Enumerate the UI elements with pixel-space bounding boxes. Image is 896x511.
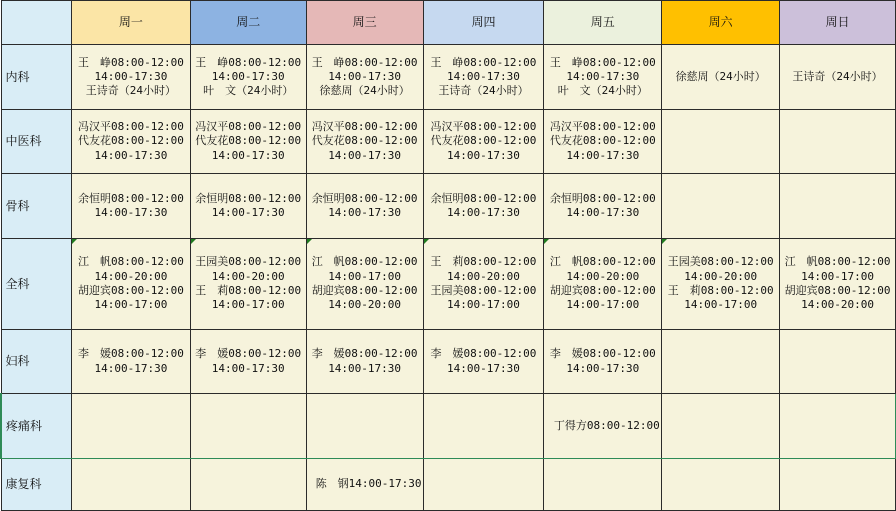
shift-line: 冯汉平08:00-12:00 (430, 120, 537, 134)
shift-line: 14:00-20:00 (801, 298, 874, 312)
shift-line: 14:00-20:00 (684, 269, 758, 283)
shift-line: 14:00-17:30 (328, 148, 402, 162)
shift-line: 陈 钢14:00-17:30 (315, 477, 422, 491)
shift-line: 14:00-20:00 (328, 298, 402, 312)
shift-cell-sat[interactable] (662, 459, 780, 511)
shift-cell-wed[interactable] (306, 330, 423, 394)
shift-line: 王 峥08:00-12:00 (77, 55, 184, 69)
dept-row-general (1, 239, 896, 330)
shift-line: 14:00-17:30 (94, 206, 168, 219)
shift-cell-wed[interactable] (306, 459, 423, 511)
shift-line: 14:00-17:00 (94, 298, 168, 312)
shift-line: 14:00-17:30 (447, 361, 520, 375)
shift-line: 叶 文（24小时） (557, 84, 648, 98)
shift-line: 14:00-17:30 (447, 148, 520, 162)
shift-cell-sun[interactable] (780, 330, 896, 394)
schedule-body (1, 1, 896, 511)
dept-row-gyn (1, 330, 896, 394)
shift-line: 14:00-17:00 (684, 298, 758, 312)
shift-line: 余恒明08:00-12:00 (430, 191, 537, 205)
shift-line: 14:00-17:30 (447, 69, 520, 83)
shift-cell-thu[interactable] (423, 394, 544, 459)
shift-line: 14:00-20:00 (566, 269, 640, 283)
shift-cell-tue[interactable] (190, 459, 306, 511)
shift-cell-tue[interactable] (190, 110, 306, 174)
dept-name[interactable]: 妇科 (1, 330, 72, 394)
shift-cell-tue[interactable] (190, 394, 306, 459)
dept-name[interactable]: 中医科 (1, 110, 72, 174)
shift-cell-wed[interactable] (306, 45, 423, 110)
shift-cell-mon[interactable] (72, 459, 191, 511)
dept-name[interactable]: 康复科 (1, 459, 72, 511)
shift-cell-fri[interactable] (544, 394, 662, 459)
shift-cell-mon[interactable] (72, 394, 191, 459)
shift-line: 胡迎宾08:00-12:00 (784, 284, 891, 297)
shift-line: 14:00-17:30 (328, 206, 402, 219)
shift-cell-thu[interactable] (423, 330, 544, 394)
shift-cell-wed[interactable] (306, 394, 423, 459)
day-header-fri[interactable]: 周五 (544, 1, 662, 45)
dept-name[interactable]: 内科 (1, 45, 72, 110)
shift-line: 14:00-17:30 (566, 361, 640, 375)
dept-row-rehab (1, 459, 896, 511)
shift-line: 王 莉08:00-12:00 (667, 284, 774, 297)
shift-line: 代友花08:00-12:00 (430, 134, 537, 148)
shift-line: 14:00-17:00 (801, 269, 874, 283)
shift-line: 14:00-17:30 (94, 148, 168, 162)
shift-cell-mon[interactable] (72, 110, 191, 174)
shift-line: 徐慈周（24小时） (675, 69, 766, 83)
shift-line: 李 媛08:00-12:00 (77, 347, 184, 361)
shift-line: 14:00-17:30 (447, 206, 520, 219)
shift-line: 冯汉平08:00-12:00 (311, 120, 418, 134)
shift-line: 徐慈周（24小时） (319, 84, 410, 98)
shift-line: 冯汉平08:00-12:00 (77, 120, 184, 134)
shift-line: 14:00-17:30 (211, 361, 285, 375)
shift-cell-tue[interactable] (190, 45, 306, 110)
shift-line: 江 帆08:00-12:00 (311, 255, 418, 269)
shift-cell-mon[interactable] (72, 45, 191, 110)
shift-line: 14:00-17:30 (566, 206, 640, 219)
shift-line: 冯汉平08:00-12:00 (549, 120, 656, 134)
shift-line: 江 帆08:00-12:00 (784, 255, 891, 269)
shift-line: 代友花08:00-12:00 (195, 134, 302, 148)
dept-name[interactable]: 疼痛科 (1, 394, 72, 459)
shift-line: 胡迎宾08:00-12:00 (77, 284, 184, 297)
shift-line: 14:00-20:00 (94, 269, 168, 283)
shift-line: 代友花08:00-12:00 (311, 134, 418, 148)
shift-cell-fri[interactable] (544, 110, 662, 174)
shift-cell-sat[interactable] (662, 45, 780, 110)
shift-line: 王 峥08:00-12:00 (549, 55, 656, 69)
shift-cell-wed[interactable] (306, 174, 423, 239)
shift-line: 江 帆08:00-12:00 (549, 255, 656, 269)
shift-line: 王园美08:00-12:00 (430, 284, 537, 297)
shift-line: 14:00-20:00 (447, 269, 520, 283)
shift-line: 14:00-17:30 (328, 69, 402, 83)
shift-line: 14:00-17:30 (211, 148, 285, 162)
dept-row-tcm (1, 110, 896, 174)
shift-line: 胡迎宾08:00-12:00 (549, 284, 656, 297)
day-header-thu[interactable]: 周四 (423, 1, 544, 45)
shift-cell-wed[interactable] (306, 239, 423, 330)
shift-line: 14:00-17:30 (566, 69, 640, 83)
shift-cell-fri[interactable] (544, 459, 662, 511)
shift-line: 王园美08:00-12:00 (195, 255, 302, 269)
shift-line: 王 峥08:00-12:00 (430, 55, 537, 69)
shift-line: 王 峥08:00-12:00 (195, 55, 302, 69)
dept-row-ortho (1, 174, 896, 239)
shift-line: 丁得方08:00-12:00 (553, 418, 660, 432)
shift-cell-sat[interactable] (662, 110, 780, 174)
shift-line: 余恒明08:00-12:00 (549, 191, 656, 205)
shift-line: 14:00-20:00 (211, 269, 285, 283)
shift-line: 王园美08:00-12:00 (667, 255, 774, 269)
dept-row-internal (1, 45, 896, 110)
day-header-wed[interactable]: 周三 (306, 1, 423, 45)
shift-line: 14:00-17:00 (566, 298, 640, 312)
shift-cell-tue[interactable] (190, 239, 306, 330)
header-row (1, 1, 896, 45)
day-header-sat[interactable]: 周六 (662, 1, 780, 45)
shift-cell-sat[interactable] (662, 174, 780, 239)
shift-line: 王 莉08:00-12:00 (430, 255, 537, 269)
shift-line: 王诗奇（24小时） (438, 84, 529, 98)
shift-line: 代友花08:00-12:00 (549, 134, 656, 148)
shift-cell-wed[interactable] (306, 110, 423, 174)
shift-cell-sun[interactable] (780, 459, 896, 511)
shift-line: 14:00-17:30 (211, 69, 285, 83)
shift-line: 余恒明08:00-12:00 (311, 191, 418, 205)
shift-cell-mon[interactable] (72, 330, 191, 394)
shift-cell-fri[interactable] (544, 45, 662, 110)
shift-line: 江 帆08:00-12:00 (77, 255, 184, 269)
shift-cell-thu[interactable] (423, 239, 544, 330)
day-header-sun[interactable]: 周日 (780, 1, 896, 45)
shift-line: 14:00-17:30 (566, 148, 640, 162)
shift-cell-fri[interactable] (544, 174, 662, 239)
shift-cell-mon[interactable] (72, 239, 191, 330)
shift-line: 14:00-17:00 (211, 298, 285, 312)
day-header-tue[interactable]: 周二 (190, 1, 306, 45)
shift-cell-fri[interactable] (544, 330, 662, 394)
shift-line: 14:00-17:30 (94, 361, 168, 375)
shift-cell-fri[interactable] (544, 239, 662, 330)
shift-line: 王诗奇（24小时） (85, 84, 177, 98)
shift-line: 14:00-17:30 (94, 69, 168, 83)
dept-row-pain (1, 394, 896, 459)
shift-cell-sat[interactable] (662, 239, 780, 330)
shift-line: 14:00-17:00 (447, 298, 520, 312)
shift-cell-tue[interactable] (190, 174, 306, 239)
shift-cell-sun[interactable] (780, 174, 896, 239)
shift-line: 14:00-17:00 (328, 269, 402, 283)
shift-line: 王 峥08:00-12:00 (311, 55, 418, 69)
shift-cell-sun[interactable] (780, 394, 896, 459)
shift-cell-sun[interactable] (780, 45, 896, 110)
shift-line: 14:00-17:30 (328, 361, 402, 375)
shift-line: 胡迎宾08:00-12:00 (311, 284, 418, 297)
shift-cell-sat[interactable] (662, 330, 780, 394)
shift-cell-thu[interactable] (423, 174, 544, 239)
dept-name[interactable]: 全科 (1, 239, 72, 330)
day-header-mon[interactable]: 周一 (72, 1, 191, 45)
shift-line: 王 莉08:00-12:00 (195, 284, 302, 297)
shift-line: 李 媛08:00-12:00 (311, 347, 418, 361)
dept-name[interactable]: 骨科 (1, 174, 72, 239)
shift-cell-mon[interactable] (72, 174, 191, 239)
shift-line: 王诗奇（24小时） (792, 69, 883, 83)
shift-line: 14:00-17:30 (211, 206, 285, 219)
shift-line: 李 媛08:00-12:00 (549, 347, 656, 361)
shift-line: 余恒明08:00-12:00 (77, 191, 184, 205)
corner-cell[interactable] (1, 1, 72, 45)
shift-line: 李 媛08:00-12:00 (195, 347, 302, 361)
shift-line: 李 媛08:00-12:00 (430, 347, 537, 361)
shift-cell-thu[interactable] (423, 459, 544, 511)
shift-cell-thu[interactable] (423, 110, 544, 174)
shift-cell-sun[interactable] (780, 239, 896, 330)
shift-line: 代友花08:00-12:00 (77, 134, 184, 148)
shift-cell-thu[interactable] (423, 45, 544, 110)
shift-line: 冯汉平08:00-12:00 (195, 120, 302, 134)
shift-line: 叶 文（24小时） (203, 84, 294, 98)
shift-cell-tue[interactable] (190, 330, 306, 394)
shift-cell-sat[interactable] (662, 394, 780, 459)
shift-line: 余恒明08:00-12:00 (195, 191, 302, 205)
shift-cell-sun[interactable] (780, 110, 896, 174)
